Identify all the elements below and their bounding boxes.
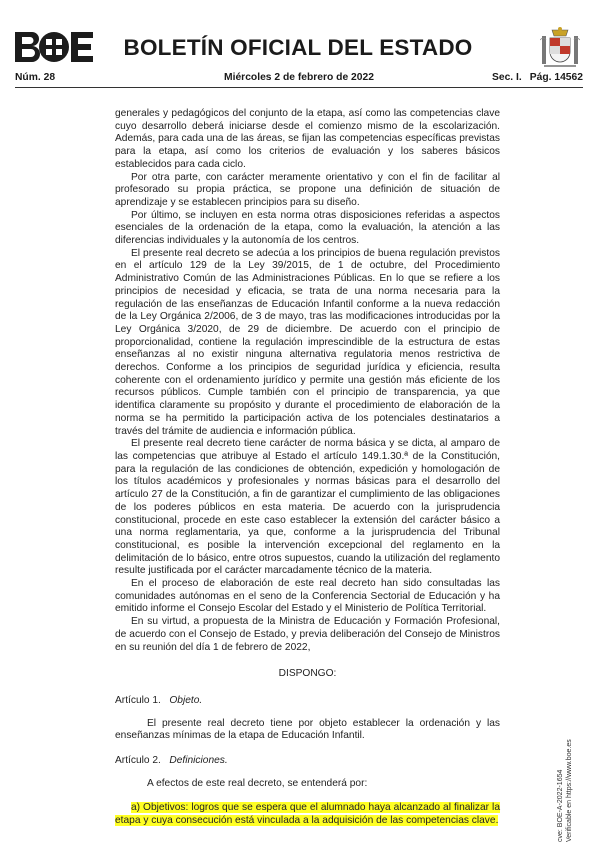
issue-date: Miércoles 2 de febrero de 2022: [224, 72, 374, 83]
paragraph: Por otra parte, con carácter meramente orientativo y con el fin de facilitar al profesorado su propia práctica, se propone una definición de situación de aprendizaje y se establecen principios para su diseño.: [115, 171, 500, 208]
section-page: [492, 72, 583, 83]
verification-sidebar: [556, 682, 586, 842]
article-1-body: El presente real decreto tiene por objeto establecer la ordenación y las enseñanzas mínimas de la etapa de Educación Infantil.: [115, 717, 500, 742]
article-2-intro: A efectos de este real decreto, se entenderá por:: [147, 777, 368, 789]
article-2-heading: [115, 755, 500, 768]
definition-a: [115, 802, 500, 827]
article-label: Artículo 2.: [115, 755, 161, 767]
paragraph: El presente real decreto tiene carácter de norma básica y se dicta, al amparo de las competencias que atribuye al Estado el artículo 149.1.30.ª de la Constitución, para la regulación de las condiciones de obtención, expedición y homologación de los títulos académicos y profesionales y normas básicas para el desarrollo del artículo 27 de la Constitución, a fin de garantizar el cumplimiento de las obligaciones de los poderes públicos en esta materia. De acuerdo con la jurisprudencia constitucional, procede en este caso establecer la extensión del carácter básico a una norma reglamentaria, ya que, conforme a la jurisprudencia del Tribunal constitucional, es posible la intervención excepcional del reglamento en la delimitación de lo básico, entre otros supuestos, cuando la utilización del reglamento resulte justificada por el carácter marcadamente técnico de la materia.: [115, 438, 500, 577]
paragraph: En su virtud, a propuesta de la Ministra de Educación y Formación Profesional, de acuerdo con el Consejo de Estado, y previa deliberación del Consejo de Ministros en su reunión del día 1 de febrero de 2022,: [115, 616, 500, 653]
article-title: Definiciones.: [169, 755, 228, 767]
verification-url[interactable]: Verificable en https://www.boe.es: [566, 739, 573, 842]
coat-of-arms-icon: [540, 26, 580, 72]
article-1-heading: [115, 695, 500, 708]
boe-logo: [15, 32, 93, 62]
cve-code: cve: BOE-A-2022-1654: [557, 769, 564, 842]
paragraph: El presente real decreto se adecúa a los principios de buena regulación previstos en el artículo 129 de la Ley 39/2015, de 1 de octubre, del Procedimiento Administrativo Común de las Administraciones Públicas. En lo que se refiere a los principios de necesidad y eficacia, se trata de una norma necesaria para la regulación de las enseñanzas de Educación Infantil conforme a la nueva redacción de la Ley Orgánica 2/2006, de 3 de mayo, tras las modificaciones introducidas por la Ley Orgánica 3/2020, de 29 de diciembre. De acuerdo con el principio de proporcionalidad, contiene la regulación imprescindible de la estructura de estas enseñanzas al no existir ninguna alternativa regulatoria menos restrictiva de derechos. Conforme a los principios de seguridad jurídica y eficiencia, resulta coherente con el ordenamiento jurídico y permite una gestión más eficiente de los recursos públicos. Cumple también con el principio de transparencia, ya que identifica claramente su propósito y durante el procedimiento de elaboración de la norma se ha permitido la participación activa de los potenciales destinatarios a través del trámite de audiencia e información pública.: [115, 247, 500, 437]
article-label: Artículo 1.: [115, 694, 161, 706]
paragraph: generales y pedagógicos del conjunto de la etapa, así como las competencias clave cuyo desarrollo deberá iniciarse desde el comienzo mismo de la escolarización. Además, para cada una de las áreas, se fijan las competencias específicas previstas para la etapa, así como los criterios de evaluación y los saberes básicos establecidos para cada ciclo.: [115, 108, 500, 170]
article-title: Objeto.: [169, 694, 203, 706]
paragraph: Por último, se incluyen en esta norma otras disposiciones referidas a aspectos esenciales de la ordenación de la etapa, como la evaluación, la atención a las diferencias individuales y la autonomía de los centros.: [115, 209, 500, 247]
dispongo-heading: DISPONGO:: [278, 668, 337, 680]
publication-title: BOLETÍN OFICIAL DEL ESTADO: [123, 35, 473, 60]
paragraph: En el proceso de elaboración de este real decreto han sido consultadas las comunidades autónomas en el seno de la Conferencia Sectorial de Educación y ha emitido informe el Consejo Escolar del Estado y el Ministerio de Política Territorial.: [115, 578, 500, 615]
highlighted-definition: a) Objetivos: logros que se espera que el alumnado haya alcanzado al finalizar la etapa y cuya consecución está vinculada a la adquisición de las competencias clave.: [115, 802, 500, 827]
issue-number: Núm. 28: [15, 72, 56, 83]
section-label: Sec. I.: [491, 72, 522, 83]
page-number: Pág. 14562: [529, 72, 583, 83]
document-body: [115, 108, 500, 828]
header-divider: [15, 87, 583, 88]
